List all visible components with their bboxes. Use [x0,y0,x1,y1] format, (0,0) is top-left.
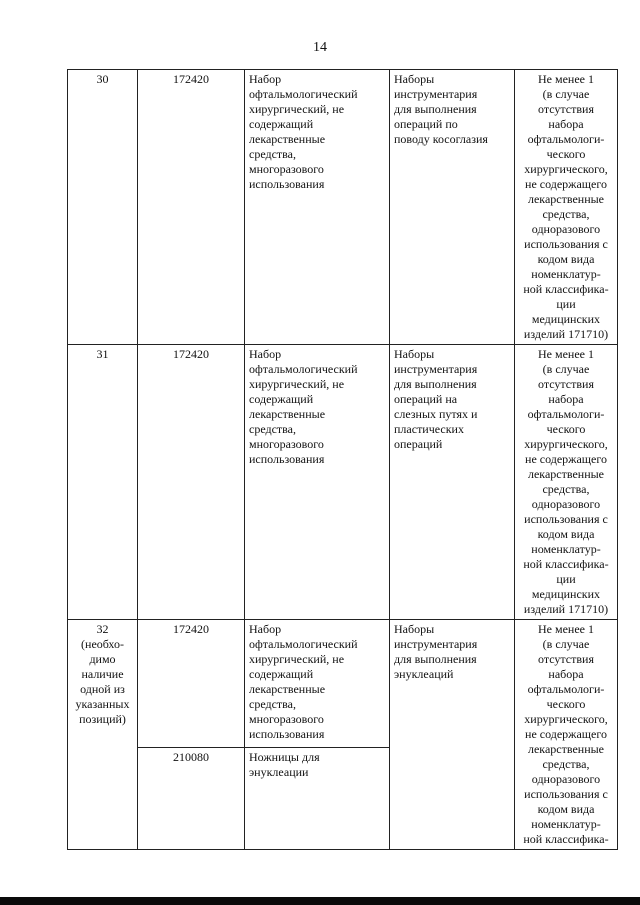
cell-line: ческого [546,147,586,161]
cell-line: Наборы [394,347,435,361]
cell-line: инструментария [394,637,478,651]
code-cell: 172420 [138,345,245,620]
row-number [68,70,138,345]
cell-line: лекарственные [249,132,326,146]
item-name [245,747,390,849]
cell-line: не содержащего [525,452,607,466]
instrument-group [390,345,515,620]
cell-line: офтальмологический [249,87,358,101]
item-name [245,620,390,748]
cell-line: инструментария [394,87,478,101]
cell-line: содержащий [249,392,314,406]
cell-line: Набор [249,622,282,636]
cell-line: ции [556,572,576,586]
cell-line: средства, [249,422,297,436]
cell-line: использования с [524,237,608,251]
cell-line: отсутствия [538,377,594,391]
code-cell: 172420 [138,620,245,748]
row-number [68,345,138,620]
cell-line: средства, [249,147,297,161]
instrument-group [390,620,515,850]
cell-line: ческого [546,697,586,711]
cell-line: лекарственные [249,407,326,421]
cell-line: (необхо- [81,637,124,651]
cell-line: операций по [394,117,458,131]
cell-line: 32 [96,622,109,636]
cell-line: ческого [546,422,586,436]
cell-line: изделий 171710) [523,602,609,616]
cell-line: использования с [524,512,608,526]
cell-line: Не менее 1 [538,72,594,86]
cell-line: отсутствия [538,652,594,666]
cell-line: лекарственные [527,192,604,206]
cell-line: медицинских [531,587,601,601]
cell-line: офтальмологи- [527,682,605,696]
cell-line: 31 [96,347,109,361]
cell-line: номенклатур- [531,542,601,556]
cell-line: ции [556,297,576,311]
cell-line: одноразового [531,772,601,786]
cell-line: лекарственные [527,467,604,481]
cell-line: Наборы [394,72,435,86]
cell-line: средства, [542,207,590,221]
cell-line: кодом вида [537,252,595,266]
quantity-requirement [515,620,618,850]
cell-line: использования [249,177,325,191]
cell-line: одной из [80,682,125,696]
cell-line: номенклатур- [531,267,601,281]
cell-line: не содержащего [525,727,607,741]
cell-line: средства, [542,757,590,771]
cell-line: многоразового [249,437,324,451]
cell-line: позиций) [79,712,126,726]
cell-line: использования с [524,787,608,801]
cell-line: хирургический, не [249,102,345,116]
cell-line: хирургического, [524,712,608,726]
cell-line: инструментария [394,362,478,376]
instrument-group [390,70,515,345]
table-row [68,345,618,620]
item-name [245,70,390,345]
cell-line: наличие [81,667,124,681]
cell-line: не содержащего [525,177,607,191]
cell-line: Набор [249,347,282,361]
cell-line: операций [394,437,443,451]
cell-line: содержащий [249,667,314,681]
cell-line: лекарственные [249,682,326,696]
cell-line: Не менее 1 [538,622,594,636]
cell-line: набора [548,117,584,131]
cell-line: Наборы [394,622,435,636]
cell-line: ной классифика- [523,557,609,571]
cell-line: кодом вида [537,802,595,816]
cell-line: для выполнения [394,377,477,391]
cell-line: одноразового [531,497,601,511]
quantity-requirement [515,345,618,620]
scan-edge-bar [0,897,640,905]
cell-line: поводу косоглазия [394,132,488,146]
code-cell: 210080 [138,747,245,849]
page-number: 14 [313,40,327,55]
cell-line: кодом вида [537,527,595,541]
cell-line: для выполнения [394,652,477,666]
cell-line: использования [249,452,325,466]
table-row [68,70,618,345]
cell-line: офтальмологи- [527,132,605,146]
cell-line: офтальмологический [249,362,358,376]
cell-line: номенклатур- [531,817,601,831]
cell-line: офтальмологи- [527,407,605,421]
cell-line: медицинских [531,312,601,326]
cell-line: (в случае [542,87,590,101]
cell-line: содержащий [249,117,314,131]
cell-line: (в случае [542,362,590,376]
cell-line: набора [548,392,584,406]
cell-line: хирургический, не [249,652,345,666]
cell-line: (в случае [542,637,590,651]
cell-line: для выполнения [394,102,477,116]
item-name [245,345,390,620]
cell-line: димо [89,652,116,666]
cell-line: хирургического, [524,437,608,451]
row-number [68,620,138,850]
cell-line: Не менее 1 [538,347,594,361]
table-row [68,620,618,748]
cell-line: средства, [249,697,297,711]
cell-line: слезных путях и [394,407,478,421]
cell-line: Набор [249,72,282,86]
cell-line: лекарственные [527,742,604,756]
cell-line: средства, [542,482,590,496]
equipment-table [67,69,618,850]
cell-line: набора [548,667,584,681]
cell-line: хирургический, не [249,377,345,391]
cell-line: изделий 171710) [523,327,609,341]
cell-line: операций на [394,392,458,406]
code-cell: 172420 [138,70,245,345]
quantity-requirement [515,70,618,345]
cell-line: одноразового [531,222,601,236]
cell-line: указанных [75,697,130,711]
cell-line: ной классифика- [523,832,609,846]
cell-line: ной классифика- [523,282,609,296]
cell-line: офтальмологический [249,637,358,651]
cell-line: использования [249,727,325,741]
cell-line: многоразового [249,712,324,726]
cell-line: отсутствия [538,102,594,116]
cell-line: энуклеации [249,764,309,779]
cell-line: Ножницы для [249,749,320,764]
cell-line: 30 [96,72,109,86]
cell-line: хирургического, [524,162,608,176]
cell-line: энуклеаций [394,667,454,681]
cell-line: многоразового [249,162,324,176]
cell-line: пластических [394,422,464,436]
